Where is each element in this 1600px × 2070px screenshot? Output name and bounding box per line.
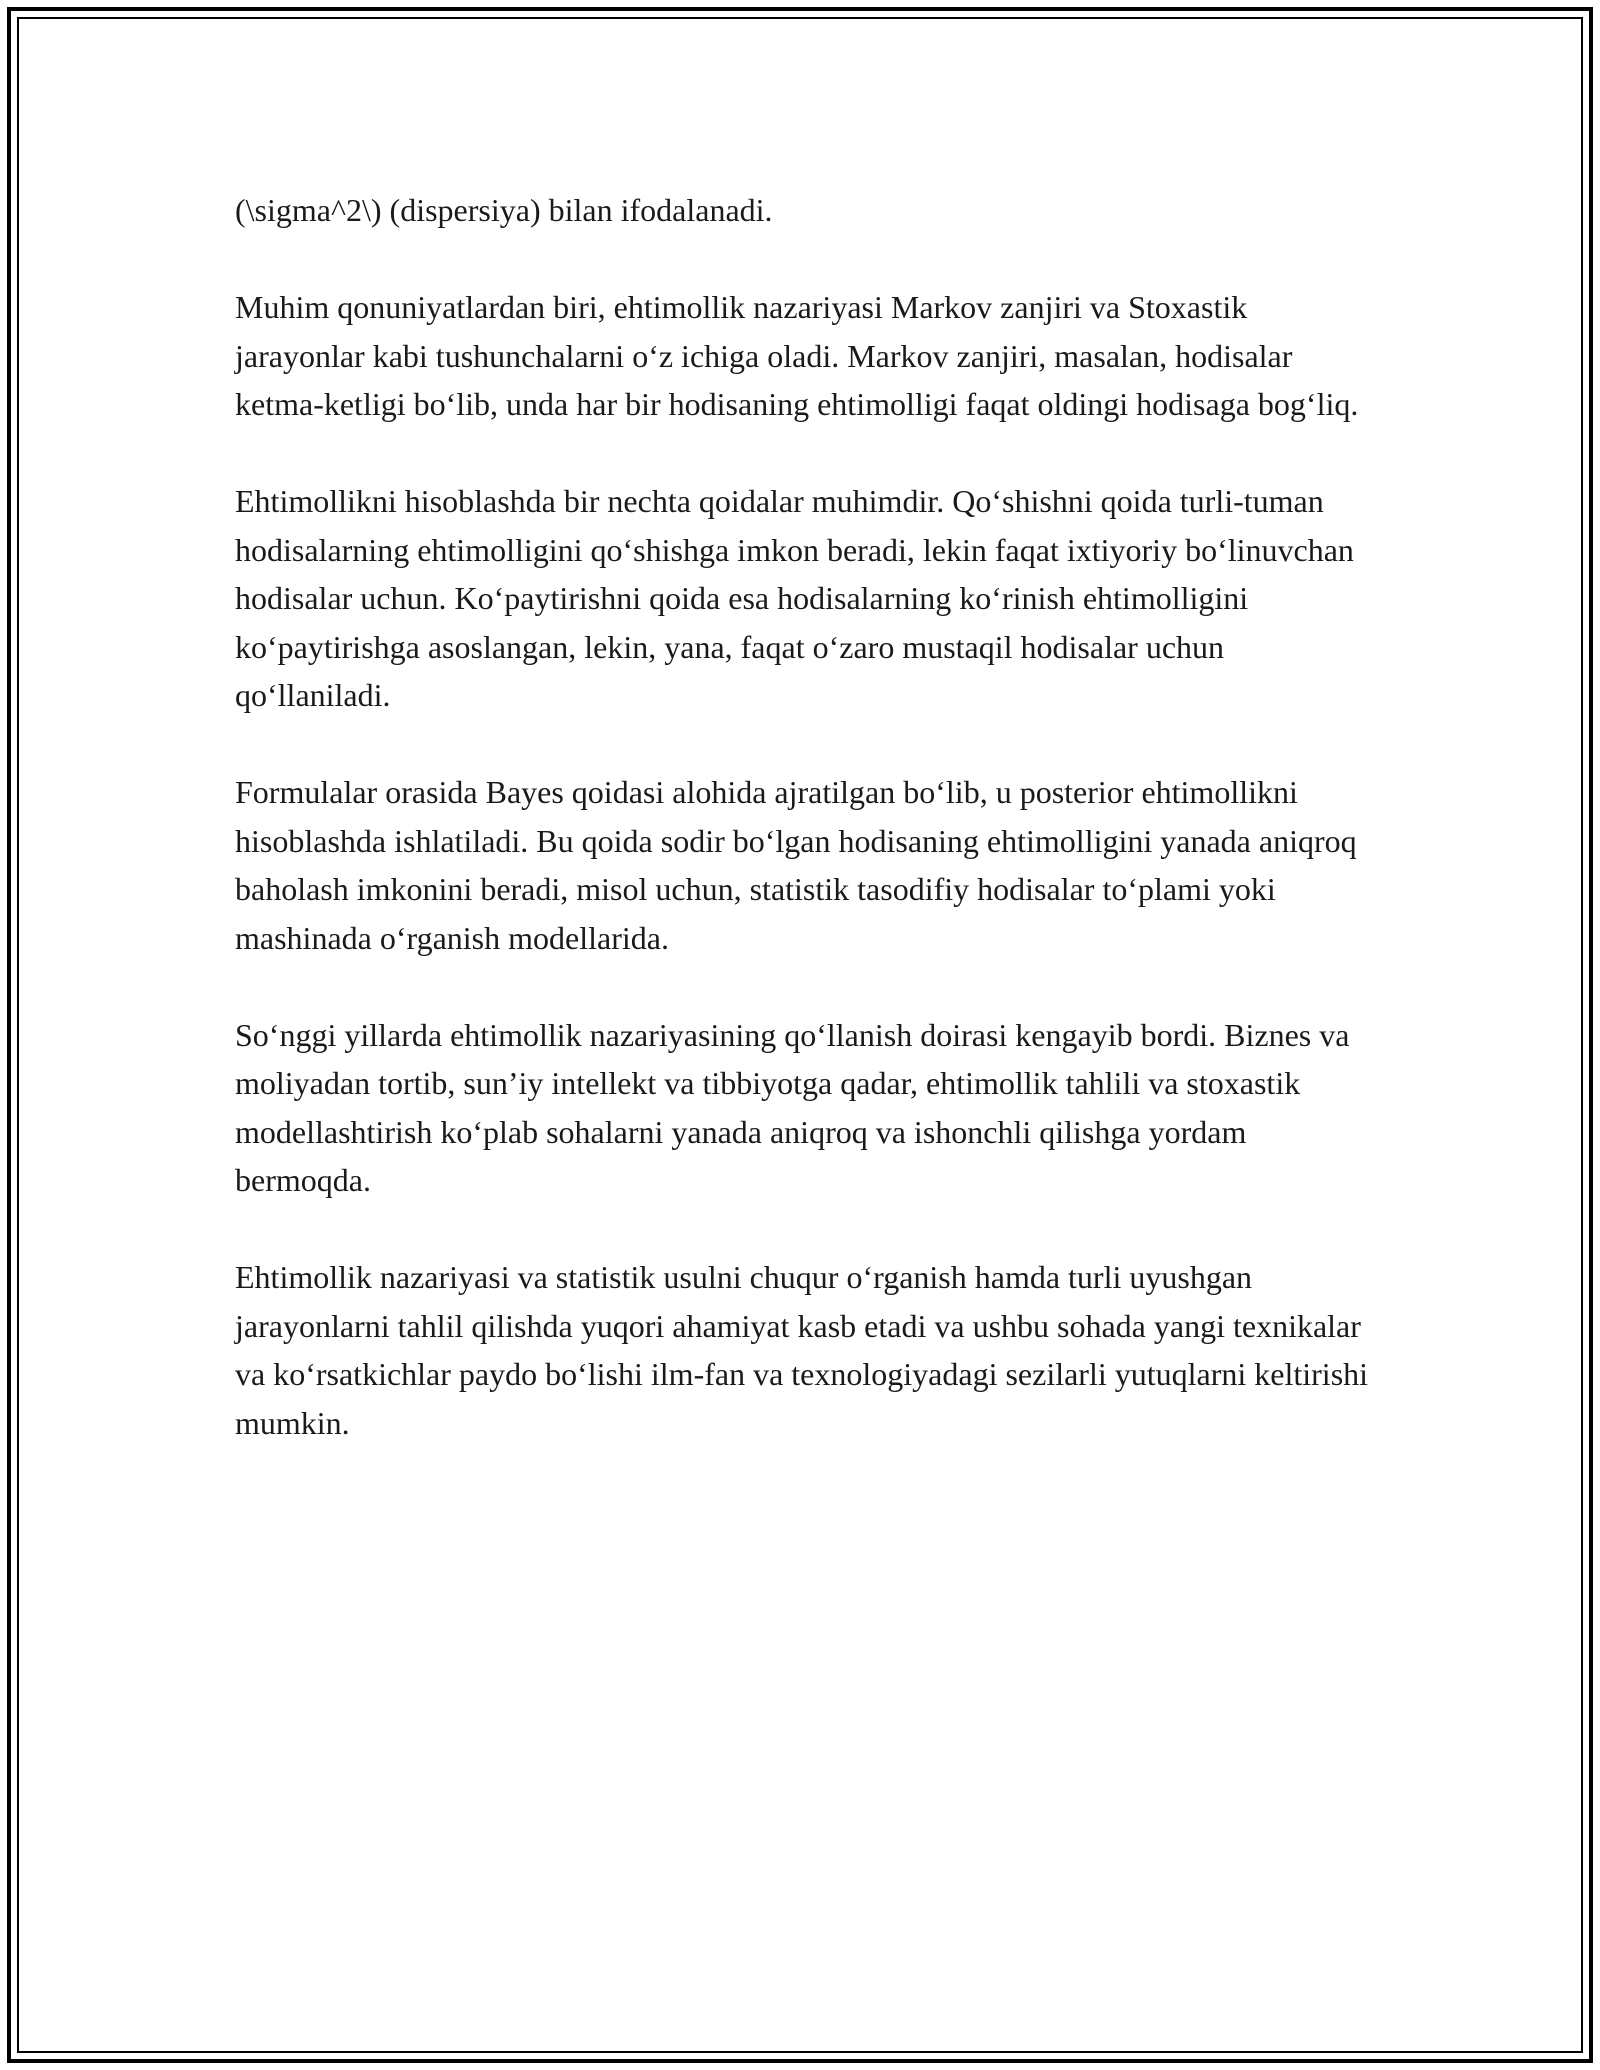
paragraph-conclusion: Ehtimollik nazariyasi va statistik usulni chuqur o‘rganish hamda turli uyushgan jarayonlarni tahlil qilishda yuqori ahamiyat kasb etadi va ushbu sohada yangi texnikalar va ko‘rsatkichlar paydo bo‘lishi ilm-fan va texnologiyadagi sezilarli yutuqlarni keltirishi mumkin. (235, 1259, 1369, 1441)
paragraph-probability-rules: Ehtimollikni hisoblashda bir nechta qoidalar muhimdir. Qo‘shishni qoida turli-tuman hodisalarning ehtimolligini qo‘shishga imkon beradi, lekin faqat ixtiyoriy bo‘linuvchan hodisalar uchun. Ko‘paytirishni qoida esa hodisalarning ko‘rinish ehtimolligini ko‘paytirishga asoslangan, lekin, yana, faqat o‘zaro mustaqil hodisalar uchun qo‘llaniladi. (235, 483, 1354, 713)
paragraph-variance-note: (\sigma^2\) (dispersiya) bilan ifodalanadi. (235, 192, 773, 228)
paragraph-bayes-rule: Formulalar orasida Bayes qoidasi alohida ajratilgan bo‘lib, u posterior ehtimollikni hisoblashda ishlatiladi. Bu qoida sodir bo‘lgan hodisaning ehtimolligini yanada aniqroq baholash imkonini beradi, misol uchun, statistik tasodifiy hodisalar to‘plami yoki mashinada o‘rganish modellarida. (235, 774, 1357, 956)
paragraph-markov-chains: Muhim qonuniyatlardan biri, ehtimollik nazariyasi Markov zanjiri va Stoxastik jarayonlar kabi tushunchalarni o‘z ichiga oladi. Markov zanjiri, masalan, hodisalar ketma-ketligi bo‘lib, unda har bir hodisaning ehtimolligi faqat oldingi hodisaga bog‘liq. (235, 289, 1359, 422)
paragraph-applications: So‘nggi yillarda ehtimollik nazariyasining qo‘llanish doirasi kengayib bordi. Biznes va moliyadan tortib, sun’iy intellekt va tibbiyotga qadar, ehtimollik tahlili va stoxastik modellashtirish ko‘plab sohalarni yanada aniqroq va ishonchli qilishga yordam bermoqda. (235, 1016, 1350, 1198)
document-body (235, 186, 1375, 1447)
